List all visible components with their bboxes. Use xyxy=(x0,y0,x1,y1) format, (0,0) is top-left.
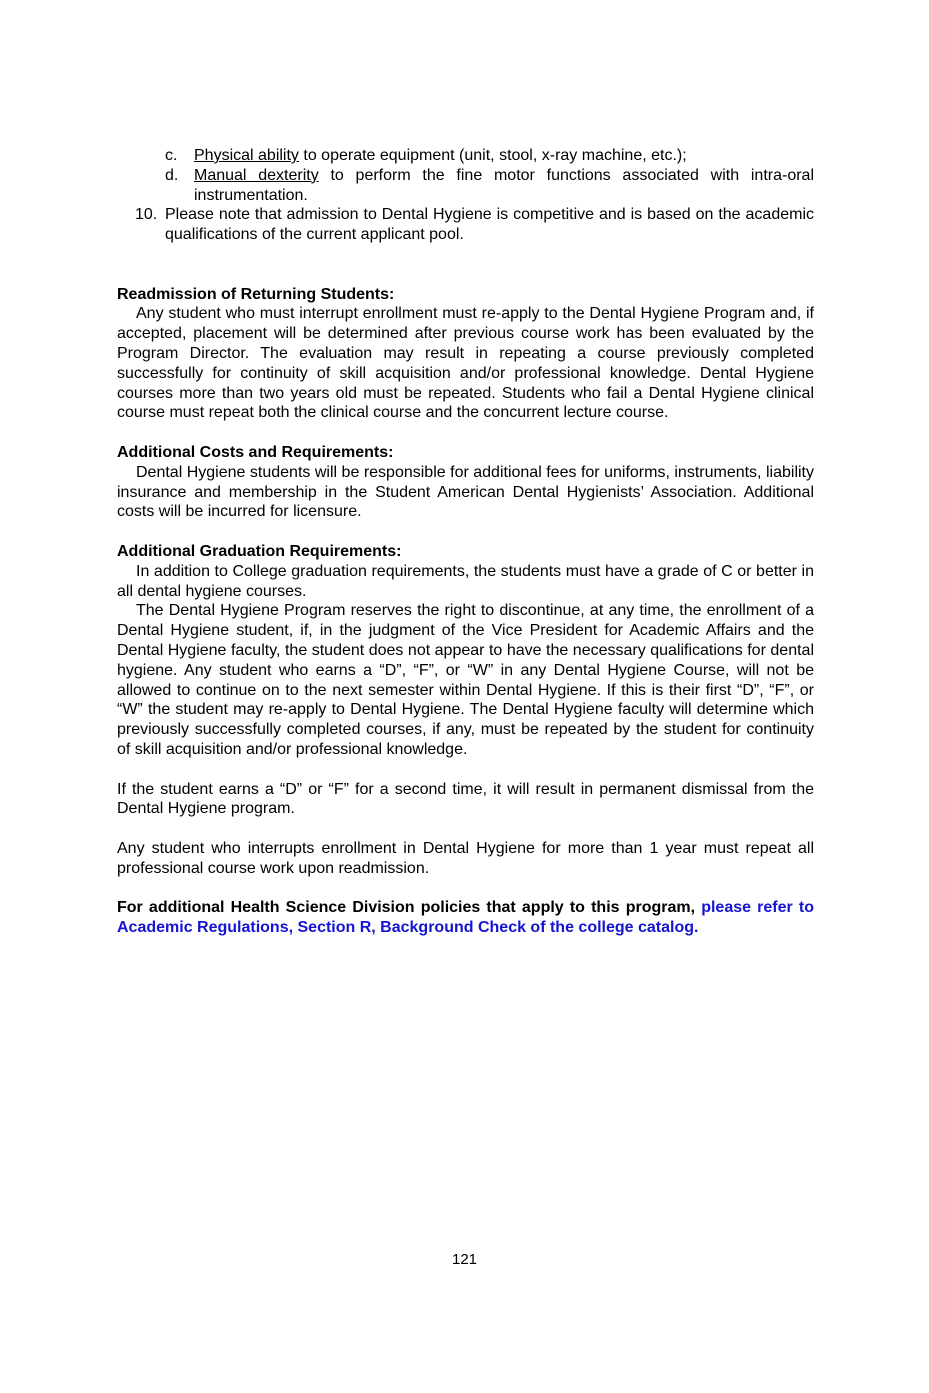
heading-graduation-requirements: Additional Graduation Requirements: xyxy=(117,542,402,560)
catalog-reference-link[interactable]: please refer to Academic Regulations, Section R, Background Check of the college catalog. xyxy=(117,899,814,937)
list-item-text: to operate equipment (unit, stool, x-ray machine, etc.); xyxy=(298,147,687,164)
list-item-text: to perform the fine motor functions associated with intra-oral instrumentation. xyxy=(194,166,815,204)
page-number: 121 xyxy=(451,1251,478,1268)
page-content xyxy=(117,146,814,938)
readmission-body: Any student who must interrupt enrollment must re-apply to the Dental Hygiene Program and, if accepted, placement will be determined after previous course work has been evaluated by the Program Director. The evaluation may result in repeating a course previously completed successfully for continuity of skill acquisition and/or professional knowledge. Dental Hygiene courses more than two years old must be repeated. Students who fail a Dental Hygiene clinical course must repeat both the clinical course and the concurrent lecture course. xyxy=(117,305,814,422)
list-item-admission-note xyxy=(117,205,814,245)
graduation-para-4: Any student who interrupts enrollment in Dental Hygiene for more than 1 year must repeat all professional course work upon readmission. xyxy=(117,839,814,877)
heading-additional-costs: Additional Costs and Requirements: xyxy=(117,443,394,461)
list-marker: 10. xyxy=(135,206,158,224)
list-marker: d. xyxy=(165,166,179,184)
costs-body: Dental Hygiene students will be responsible for additional fees for uniforms, instruments, liability insurance and membership in the Student American Dental Hygienists’ Association. Additional costs will be incurred for licensure. xyxy=(117,463,814,521)
graduation-para-1: In addition to College graduation requirements, the students must have a grade of C or better in all dental hygiene courses. xyxy=(117,562,814,600)
list-item-physical-ability xyxy=(117,146,814,166)
list-marker: c. xyxy=(165,147,178,164)
graduation-para-3: If the student earns a “D” or “F” for a second time, it will result in permanent dismissal from the Dental Hygiene program. xyxy=(117,780,814,818)
term-physical-ability: Physical ability xyxy=(194,147,299,164)
graduation-para-2: The Dental Hygiene Program reserves the right to discontinue, at any time, the enrollment of a Dental Hygiene student, if, in the judgment of the Vice President for Academic Affairs and the Dental Hygiene faculty, the student does not appear to have the necessary qualifications for dental hygiene. Any student who earns a “D”, “F”, or “W” in any Dental Hygiene Course, will not be allowed to continue on to the next semester within Dental Hygiene. If this is their first “D”, “F”, or “W” the student may re-apply to Dental Hygiene. The Dental Hygiene faculty will determine which previously successfully completed courses, if any, must be repeated by the student for continuity of skill acquisition and/or professional knowledge. xyxy=(117,602,814,758)
policy-note xyxy=(117,898,814,938)
heading-readmission: Readmission of Returning Students: xyxy=(117,285,395,303)
list-item-text: Please note that admission to Dental Hygiene is competitive and is based on the academic qualifications of the current applicant pool. xyxy=(165,206,814,244)
list-item-manual-dexterity xyxy=(117,166,814,206)
policy-note-text: For additional Health Science Division policies that apply to this program, xyxy=(117,899,702,917)
term-manual-dexterity: Manual dexterity xyxy=(194,166,319,184)
